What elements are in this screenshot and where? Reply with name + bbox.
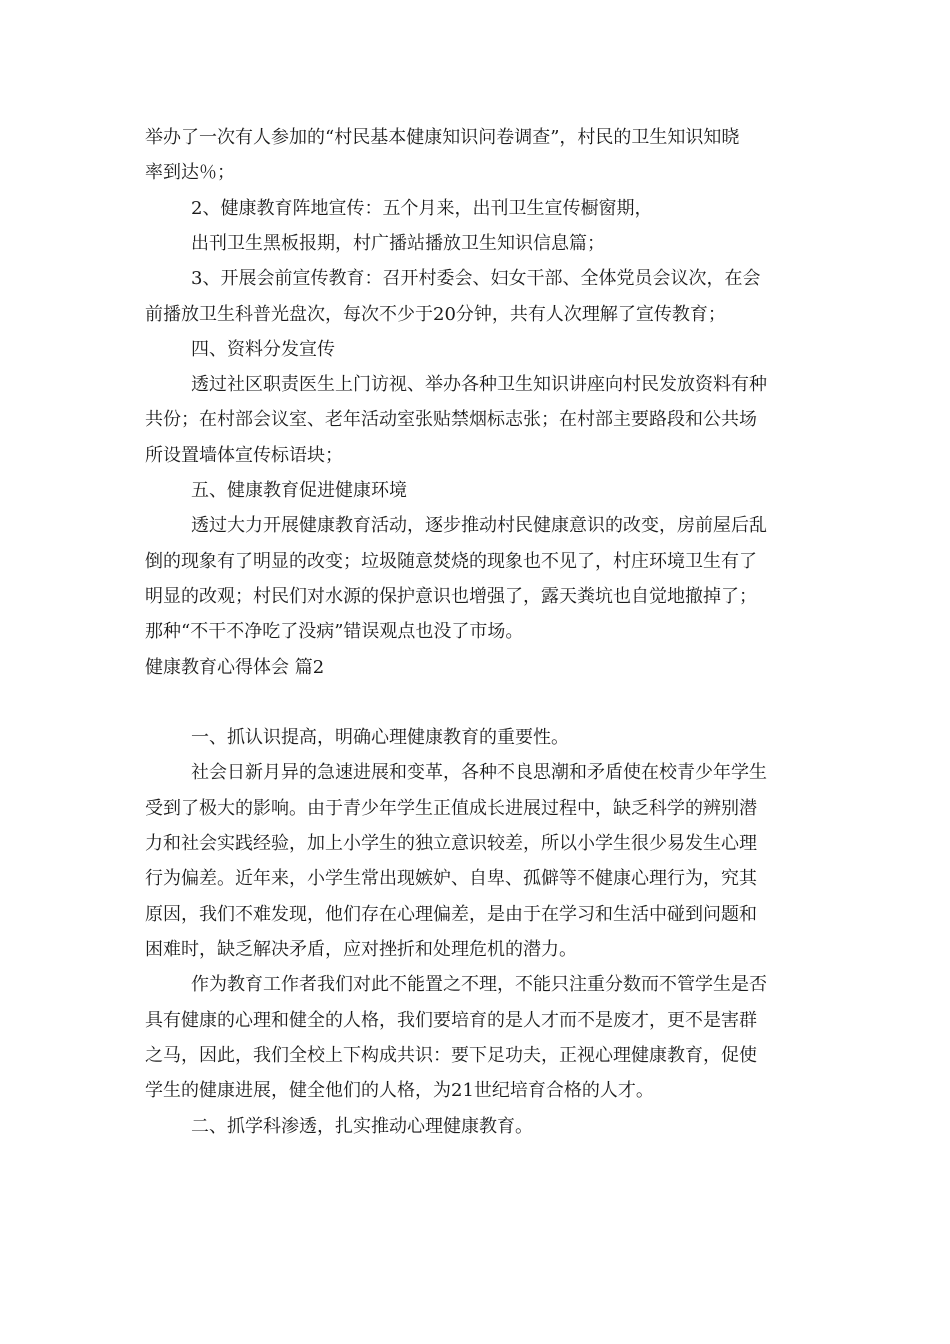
text-line: 出刊卫生黑板报期，村广播站播放卫生知识信息篇；: [191, 233, 605, 254]
section-heading: 一、抓认识提高，明确心理健康教育的重要性。: [191, 727, 569, 748]
text-line: 那种“不干不净吃了没病”错误观点也没了市场。: [145, 621, 524, 642]
text-line: 共份；在村部会议室、老年活动室张贴禁烟标志张；在村部主要路段和公共场: [145, 409, 757, 430]
text-line: 力和社会实践经验，加上小学生的独立意识较差，所以小学生很少易发生心理: [145, 833, 757, 854]
text-line: 倒的现象有了明显的改变；垃圾随意焚烧的现象也不见了，村庄环境卫生有了: [145, 551, 757, 572]
article-title: 健康教育心得体会 篇2: [145, 657, 325, 678]
text-line: 原因，我们不难发现，他们存在心理偏差，是由于在学习和生活中碰到问题和: [145, 904, 757, 925]
text-line: 所设置墙体宣传标语块；: [145, 445, 343, 466]
text-line: 社会日新月异的急速进展和变革，各种不良思潮和矛盾使在校青少年学生: [191, 762, 767, 783]
text-line: 举办了一次有人参加的“村民基本健康知识问卷调查”，村民的卫生知识知晓: [145, 127, 740, 148]
section-heading: 二、抓学科渗透，扎实推动心理健康教育。: [191, 1116, 533, 1137]
text-line: 学生的健康进展，健全他们的人格，为21世纪培育合格的人才。: [145, 1080, 654, 1101]
text-line: 受到了极大的影响。由于青少年学生正值成长进展过程中，缺乏科学的辨别潜: [145, 798, 757, 819]
text-line: 率到达％；: [145, 162, 235, 183]
text-line: 3、开展会前宣传教育：召开村委会、妇女干部、全体党员会议次，在会: [191, 268, 761, 289]
text-line: 之马，因此，我们全校上下构成共识：要下足功夫，正视心理健康教育，促使: [145, 1045, 757, 1066]
text-line: 2、健康教育阵地宣传：五个月来，出刊卫生宣传橱窗期，: [191, 198, 653, 219]
text-line: 前播放卫生科普光盘次，每次不少于20分钟，共有人次理解了宣传教育；: [145, 304, 726, 325]
text-line: 明显的改观；村民们对水源的保护意识也增强了，露天粪坑也自觉地撤掉了；: [145, 586, 757, 607]
section-heading: 五、健康教育促进健康环境: [191, 480, 407, 501]
text-line: 透过社区职责医生上门访视、举办各种卫生知识讲座向村民发放资料有种: [191, 374, 767, 395]
text-line: 透过大力开展健康教育活动，逐步推动村民健康意识的改变，房前屋后乱: [191, 515, 767, 536]
section-heading: 四、资料分发宣传: [191, 339, 335, 360]
text-line: 行为偏差。近年来，小学生常出现嫉妒、自卑、孤僻等不健康心理行为，究其: [145, 868, 757, 889]
text-line: 作为教育工作者我们对此不能置之不理，不能只注重分数而不管学生是否: [191, 974, 767, 995]
text-line: 困难时，缺乏解决矛盾，应对挫折和处理危机的潜力。: [145, 939, 577, 960]
text-line: 具有健康的心理和健全的人格，我们要培育的是人才而不是废才，更不是害群: [145, 1010, 757, 1031]
